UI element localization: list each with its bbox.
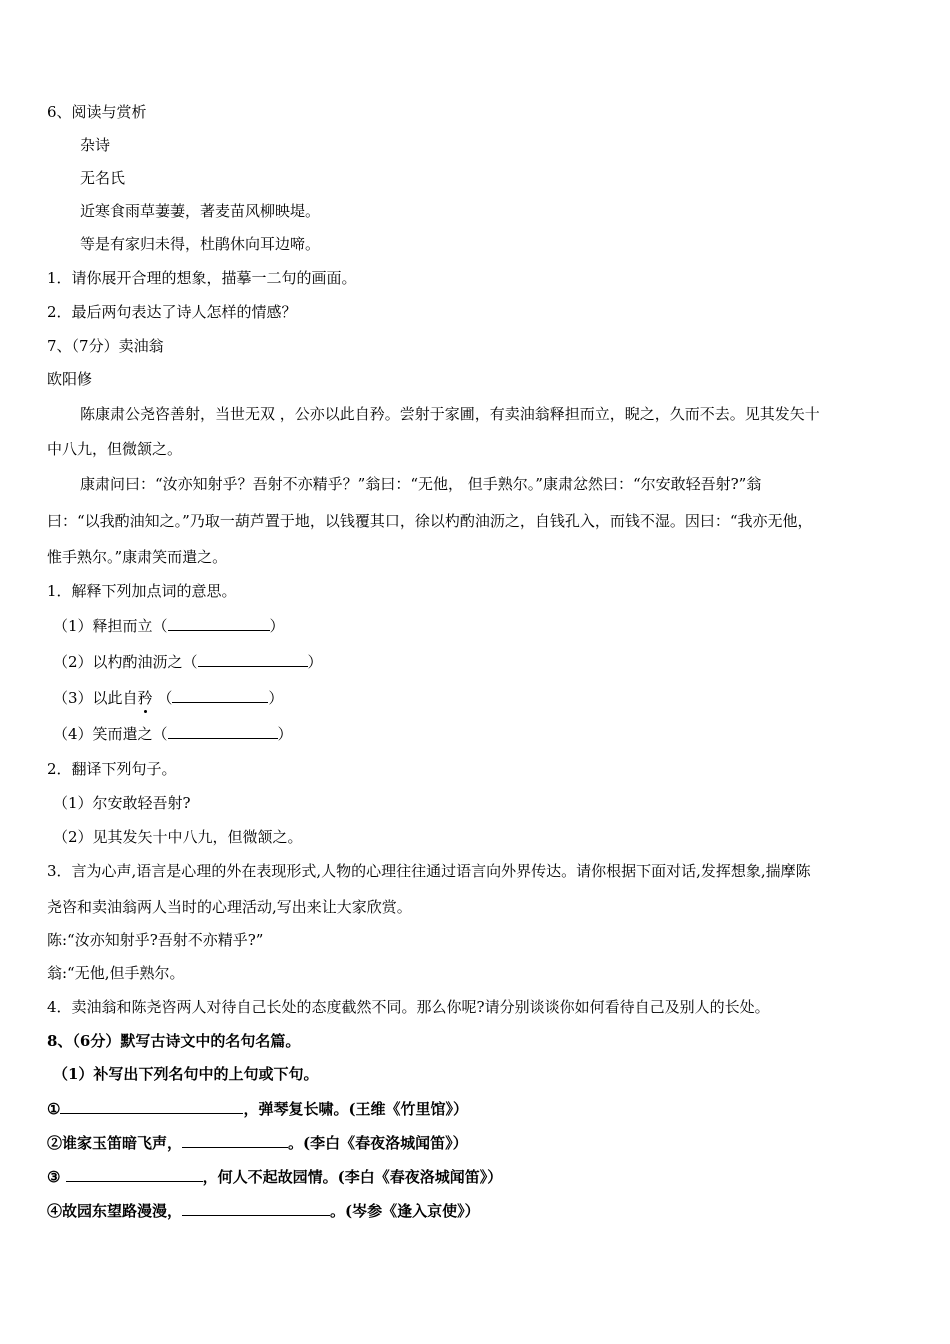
item-3-prefix: （3）以此自 bbox=[53, 689, 138, 707]
q8-item-3 bbox=[47, 1166, 502, 1186]
q8-item-3-prefix: ③ bbox=[47, 1168, 66, 1186]
q7-sub3-chen-quote: 陈:“汝亦知射乎?吾射不亦精乎?” bbox=[47, 931, 264, 949]
q7-sub2-item-1: （1）尔安敢轻吾射? bbox=[53, 794, 191, 812]
q8-item-1-prefix: ① bbox=[47, 1100, 61, 1118]
q6-heading: 6、阅读与赏析 bbox=[47, 103, 147, 121]
q8-heading: 8、（6分）默写古诗文中的名句名篇。 bbox=[47, 1032, 301, 1050]
poem-line-2: 等是有家归未得，杜鹃休向耳边啼。 bbox=[80, 235, 321, 253]
q8-answer-blank-1[interactable] bbox=[60, 1098, 243, 1114]
q8-item-2-suffix: 。(李白《春夜洛城闻笛》） bbox=[288, 1134, 468, 1152]
q7-heading: 7、（7分）卖油翁 bbox=[47, 337, 164, 355]
q8-item-1-suffix: ，弹琴复长啸。(王维《竹里馆》） bbox=[243, 1100, 469, 1118]
item-4-suffix: ） bbox=[277, 725, 293, 743]
q7-paragraph-2-line-2: 曰：“以我酌油知之。”乃取一葫芦置于地，以钱覆其口，徐以杓酌油沥之，自钱孔入，而钱不湿。因曰：“我亦无他， bbox=[47, 512, 813, 530]
q7-sub3-weng-quote: 翁:“无他,但手熟尔。 bbox=[47, 964, 185, 982]
item-4-prefix: （4）笑而遣之（ bbox=[53, 725, 168, 743]
item-2-prefix: （2）以杓酌油沥之（ bbox=[53, 653, 198, 671]
q8-item-4-suffix: 。(岑参《逢入京使》） bbox=[330, 1202, 480, 1220]
q8-item-4 bbox=[47, 1200, 480, 1220]
q8-answer-blank-2[interactable] bbox=[182, 1132, 288, 1148]
item-2-suffix: ） bbox=[307, 653, 323, 671]
q7-sub2-heading: 2．翻译下列句子。 bbox=[47, 760, 177, 778]
answer-blank-2[interactable] bbox=[198, 651, 308, 667]
dotted-character: 矜 bbox=[137, 689, 153, 707]
q6-question-2: 2．最后两句表达了诗人怎样的情感？ bbox=[47, 303, 297, 321]
q7-paragraph-2-line-1: 康肃问曰：“汝亦知射乎？吾射不亦精乎？”翁曰：“无他， 但手熟尔。”康肃忿然曰：“尔安敢轻吾射?”翁 bbox=[80, 475, 762, 493]
item-3-suffix: ） bbox=[268, 689, 284, 707]
q7-sub1-item-4 bbox=[53, 723, 293, 743]
answer-blank-4[interactable] bbox=[168, 723, 278, 739]
q8-sub1: （1）补写出下列名句中的上句或下句。 bbox=[53, 1065, 319, 1083]
q8-answer-blank-3[interactable] bbox=[66, 1166, 203, 1182]
q7-sub3-line-2: 尧咨和卖油翁两人当时的心理活动,写出来让大家欣赏。 bbox=[47, 898, 412, 916]
q7-sub1-heading: 1．解释下列加点词的意思。 bbox=[47, 582, 237, 600]
q8-item-4-prefix: ④故园东望路漫漫， bbox=[47, 1202, 183, 1220]
q7-paragraph-2-line-3: 惟手熟尔。”康肃笑而遣之。 bbox=[47, 548, 228, 566]
q7-author: 欧阳修 bbox=[47, 370, 93, 388]
q7-sub2-item-2: （2）见其发矢十中八九，但微颔之。 bbox=[53, 828, 303, 846]
q7-sub1-item-2 bbox=[53, 651, 323, 671]
q7-sub4: 4．卖油翁和陈尧咨两人对待自己长处的态度截然不同。那么你呢?请分别谈谈你如何看待自己及别人的长处。 bbox=[47, 998, 770, 1016]
item-3-mid: （ bbox=[152, 689, 173, 707]
q8-item-2-prefix: ②谁家玉笛暗飞声， bbox=[47, 1134, 183, 1152]
q7-paragraph-1-line-2: 中八九，但微颔之。 bbox=[47, 440, 183, 458]
answer-blank-1[interactable] bbox=[168, 615, 270, 631]
poem-title: 杂诗 bbox=[80, 136, 111, 154]
q6-question-1: 1．请你展开合理的想象，描摹一二句的画面。 bbox=[47, 269, 357, 287]
q8-item-1 bbox=[47, 1098, 468, 1118]
q7-sub1-item-1 bbox=[53, 615, 285, 635]
item-1-suffix: ） bbox=[269, 617, 285, 635]
q8-item-3-suffix: ，何人不起故园情。(李白《春夜洛城闻笛》） bbox=[202, 1168, 503, 1186]
answer-blank-3[interactable] bbox=[172, 687, 268, 703]
poem-author: 无名氏 bbox=[80, 169, 126, 187]
q7-paragraph-1-line-1: 陈康肃公尧咨善射，当世无双 ，公亦以此自矜。尝射于家圃，有卖油翁释担而立，睨之，久而不去。见其发矢十 bbox=[80, 405, 820, 423]
item-1-prefix: （1）释担而立（ bbox=[53, 617, 168, 635]
q8-item-2 bbox=[47, 1132, 468, 1152]
q8-answer-blank-4[interactable] bbox=[182, 1200, 330, 1216]
q7-sub3-line-1: 3．言为心声,语言是心理的外在表现形式,人物的心理往往通过语言向外界传达。请你根据下面对话,发挥想象,揣摩陈 bbox=[47, 862, 811, 880]
q7-sub1-item-3 bbox=[53, 687, 283, 707]
poem-line-1: 近寒食雨草萋萋，著麦苗风柳映堤。 bbox=[80, 202, 321, 220]
